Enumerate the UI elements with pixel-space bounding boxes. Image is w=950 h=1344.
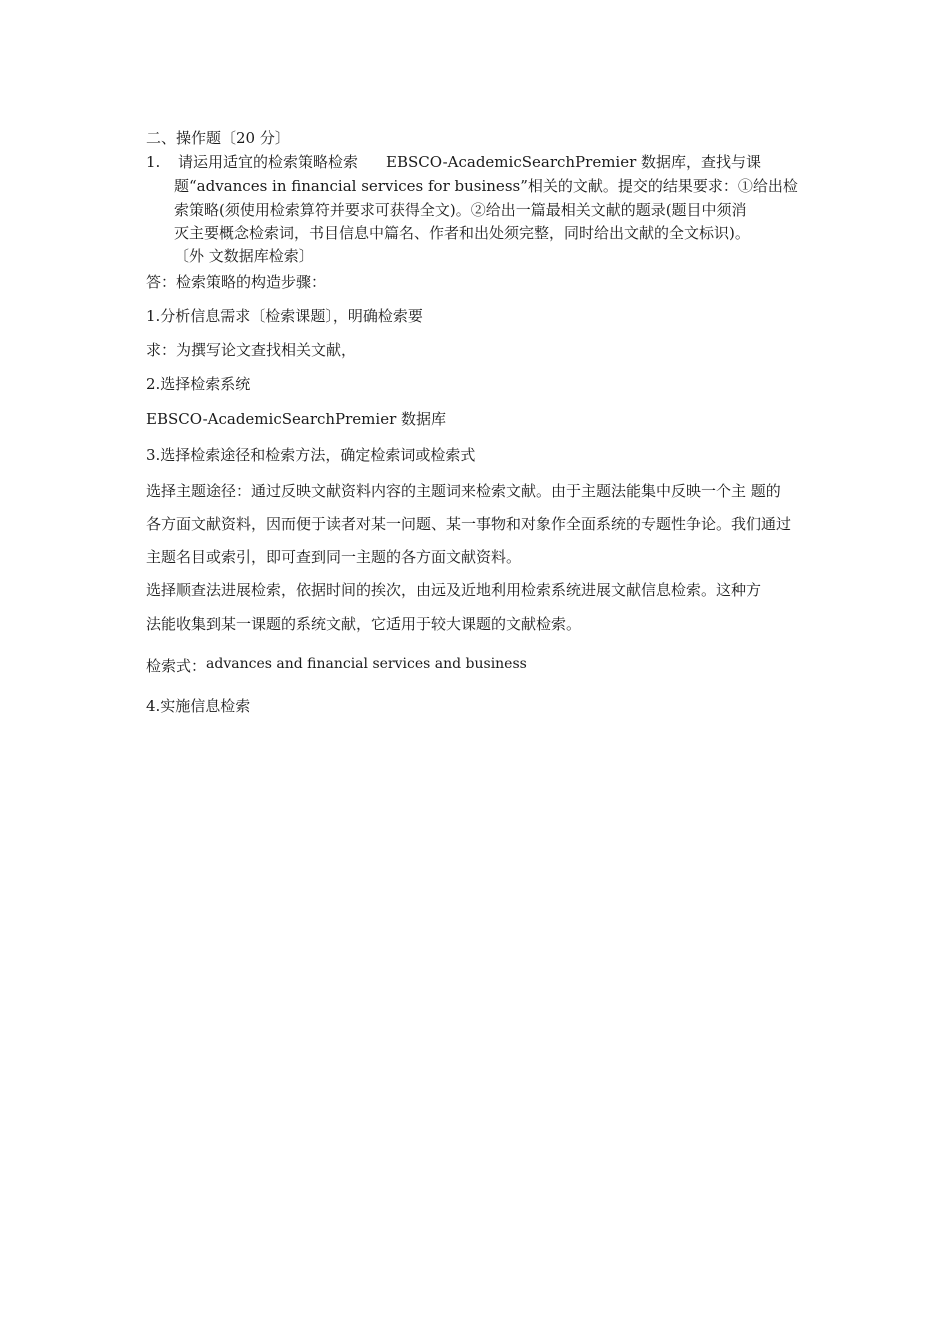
- query-value: advances and financial services and business: [206, 656, 527, 672]
- step3-title: 3.选择检索途径和检索方法，确定检索词或检索式: [146, 446, 476, 464]
- paragraph2-line-2: 法能收集到某一课题的系统文献，它适用于较大课题的文献检索。: [146, 615, 582, 633]
- step2-value: EBSCO-AcademicSearchPremier 数据库: [146, 410, 447, 428]
- answer-intro: 答：检索策略的构造步骤：: [146, 273, 327, 291]
- query-line: [146, 656, 527, 677]
- step2-title: 2.选择检索系统: [146, 375, 251, 393]
- question-line-1: [146, 152, 761, 172]
- query-label: 检索式：: [146, 657, 207, 675]
- question-number: 1.: [146, 153, 161, 171]
- question-line-5: 〔外 文数据库检索〕: [174, 247, 314, 265]
- section-title: 二、操作题〔20 分〕: [146, 129, 290, 147]
- question-text-1b: EBSCO-AcademicSearchPremier 数据库，查找与课: [386, 153, 762, 171]
- step1-line-1: 1.分析信息需求〔检索课题〕，明确检索要: [146, 307, 423, 325]
- step1-line-2: 求：为撰写论文查找相关文献，: [146, 341, 357, 359]
- paragraph1-line-1: 选择主题途径：通过反映文献资料内容的主题词来检索文献。由于主题法能集中反映一个主 题的: [146, 482, 781, 500]
- question-line-2: 题“advances in financial services for business”相关的文献。提交的结果要求：①给出检: [174, 177, 798, 195]
- paragraph1-line-3: 主题名目或索引，即可查到同一主题的各方面文献资料。: [146, 548, 522, 566]
- paragraph2-line-1: 选择顺查法进展检索，依据时间的挨次，由远及近地利用检索系统进展文献信息检索。这种方: [146, 581, 762, 599]
- paragraph1-line-2: 各方面文献资料，因而便于读者对某一问题、某一事物和对象作全面系统的专题性争论。我们通过: [146, 515, 792, 533]
- question-line-4: 灭主要概念检索词，书目信息中篇名、作者和出处须完整，同时给出文献的全文标识)。: [174, 224, 750, 242]
- question-text-1a: 请运用适宜的检索策略检索: [178, 153, 359, 171]
- question-line-3: 索策略(须使用检索算符并要求可获得全文)。②给出一篇最相关文献的题录(题目中须消: [174, 201, 747, 219]
- step4-title: 4.实施信息检索: [146, 697, 251, 715]
